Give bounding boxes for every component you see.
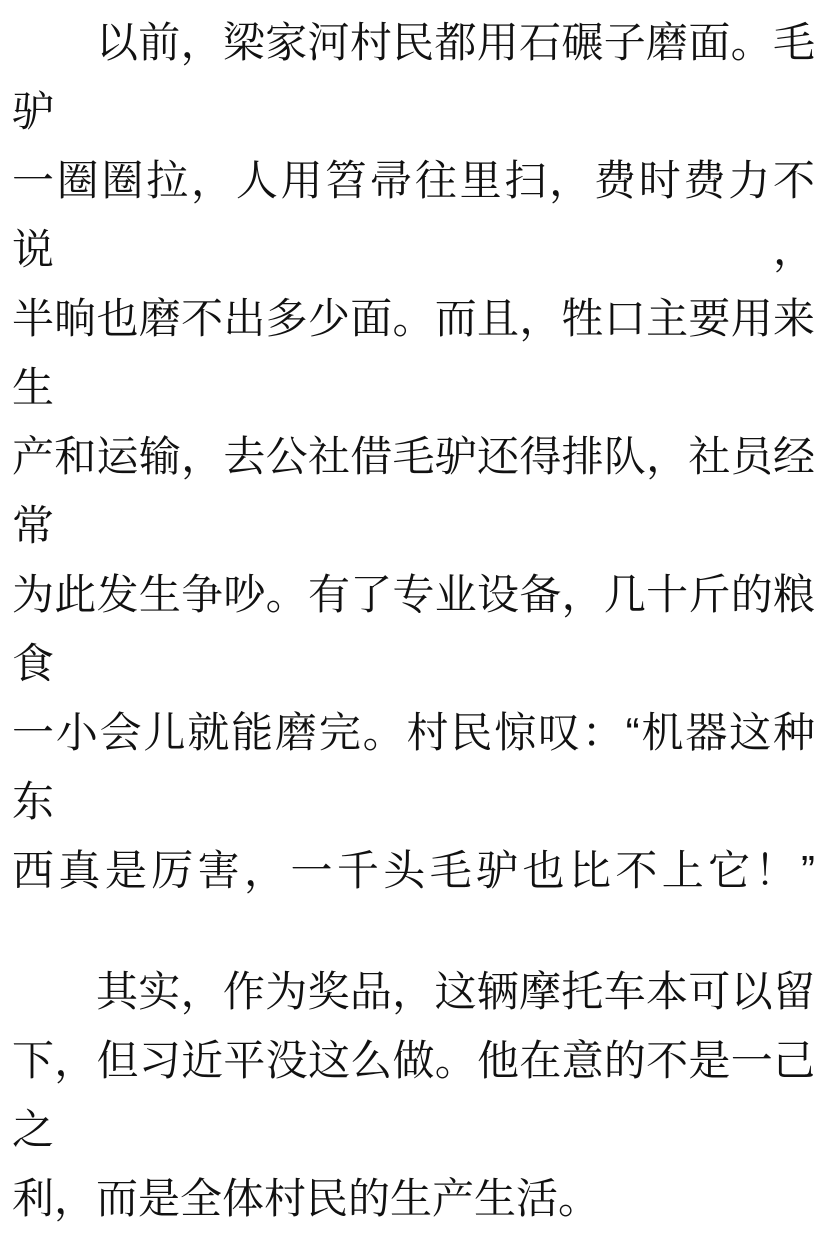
paragraph-1 [12,8,815,905]
text-line: 产和运输，去公社借毛驴还得排队，社员经常 [12,433,815,549]
text-line: 其实，作为奖品，这辆摩托车本可以留 [96,968,815,1015]
paragraph-2 [12,957,815,1233]
text-line: 一圈圈拉，人用笤帚往里扫，费时费力不说， [12,157,815,273]
text-line: 下，但习近平没这么做。他在意的不是一己之 [12,1037,815,1153]
text-line: 为此发生争吵。有了专业设备，几十斤的粮食 [12,571,815,687]
text-line: 以前，梁家河村民都用石碾子磨面。毛驴 [12,19,815,135]
text-line: 半晌也磨不出多少面。而且，牲口主要用来生 [12,295,815,411]
text-line: 利，而是全体村民的生产生活。 [12,1175,601,1222]
text-line: 西真是厉害，一千头毛驴也比不上它！” [12,847,815,894]
text-line: 一小会儿就能磨完。村民惊叹：“机器这种东 [12,709,815,825]
